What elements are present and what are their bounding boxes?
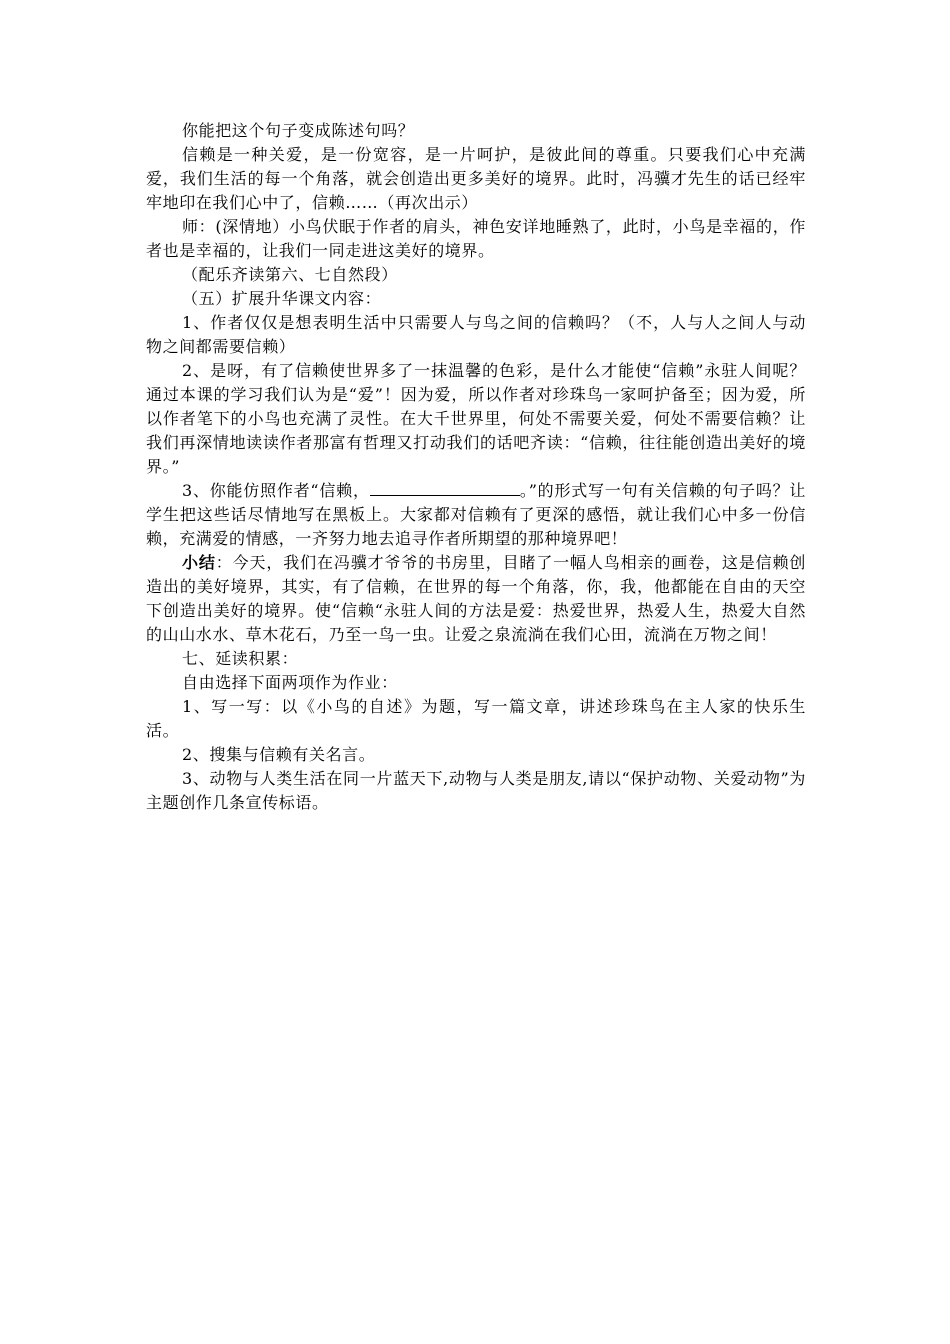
paragraph: 你能把这个句子变成陈述句吗？ bbox=[182, 121, 415, 140]
fill-in-blank bbox=[370, 481, 520, 496]
paragraph: 2、搜集与信赖有关名言。 bbox=[182, 745, 376, 764]
paragraph: 2、是呀，有了信赖使世界多了一抹温馨的色彩，是什么才能使“信赖”永驻人间呢？通过本课的学习我们认为是“爱”！因为爱，所以作者对珍珠鸟一家呵护备至；因为爱，所以作者笔下的小鸟也充满了灵性。在大千世界里，何处不需要关爱，何处不需要信赖？让我们再深情地读读作者那富有哲理又打动我们的话吧齐读：“信赖，往往能创造出美好的境界。” bbox=[146, 361, 806, 476]
summary-text: ：今天，我们在冯骥才爷爷的书房里，目睹了一幅人鸟相亲的画卷，这是信赖创造出的美好境界，其实，有了信赖，在世界的每一个角落，你，我，他都能在自由的天空下创造出美好的境界。使“信赖“永驻人间的方法是爱：热爱世界，热爱人生，热爱大自然的山山水水、草木花石，乃至一鸟一虫。让爱之泉流淌在我们心田，流淌在万物之间！ bbox=[146, 553, 806, 644]
paragraph: 师：(深情地）小鸟伏眠于作者的肩头，神色安详地睡熟了，此时，小鸟是幸福的，作者也是幸福的，让我们一同走进这美好的境界。 bbox=[146, 217, 806, 260]
paragraph: 1、写一写：以《小鸟的自述》为题，写一篇文章，讲述珍珠鸟在主人家的快乐生活。 bbox=[146, 697, 806, 740]
section-heading: （五）扩展升华课文内容： bbox=[182, 289, 382, 308]
paragraph: 1、作者仅仅是想表明生活中只需要人与鸟之间的信赖吗？（不，人与人之间人与动物之间都需要信赖） bbox=[146, 313, 806, 356]
summary-paragraph bbox=[146, 551, 806, 647]
paragraph: 自由选择下面两项作为作业： bbox=[182, 673, 398, 692]
summary-label: 小结 bbox=[182, 553, 216, 572]
paragraph: （配乐齐读第六、七自然段） bbox=[182, 265, 398, 284]
fill-in-prefix: 3、你能仿照作者“信赖， bbox=[182, 481, 370, 500]
fill-in-suffix: 。”的形式写一句有关信赖的句子吗？让学生把这些话尽情地写在黑板上。大家都对信赖有了更深的感悟，就让我们心中多一份信赖，充满爱的情感，一齐努力地去追寻作者所期望的那种境界吧！ bbox=[146, 481, 807, 548]
fill-in-paragraph bbox=[146, 479, 806, 551]
paragraph: 3、动物与人类生活在同一片蓝天下,动物与人类是朋友,请以“保护动物、关爱动物”为主题创作几条宣传标语。 bbox=[146, 769, 806, 812]
section-heading: 七、延读积累： bbox=[182, 649, 299, 668]
document-body bbox=[146, 119, 806, 815]
paragraph: 信赖是一种关爱，是一份宽容，是一片呵护，是彼此间的尊重。只要我们心中充满爱，我们生活的每一个角落，就会创造出更多美好的境界。此时，冯骥才先生的话已经牢牢地印在我们心中了，信赖……（再次出示） bbox=[146, 145, 806, 212]
